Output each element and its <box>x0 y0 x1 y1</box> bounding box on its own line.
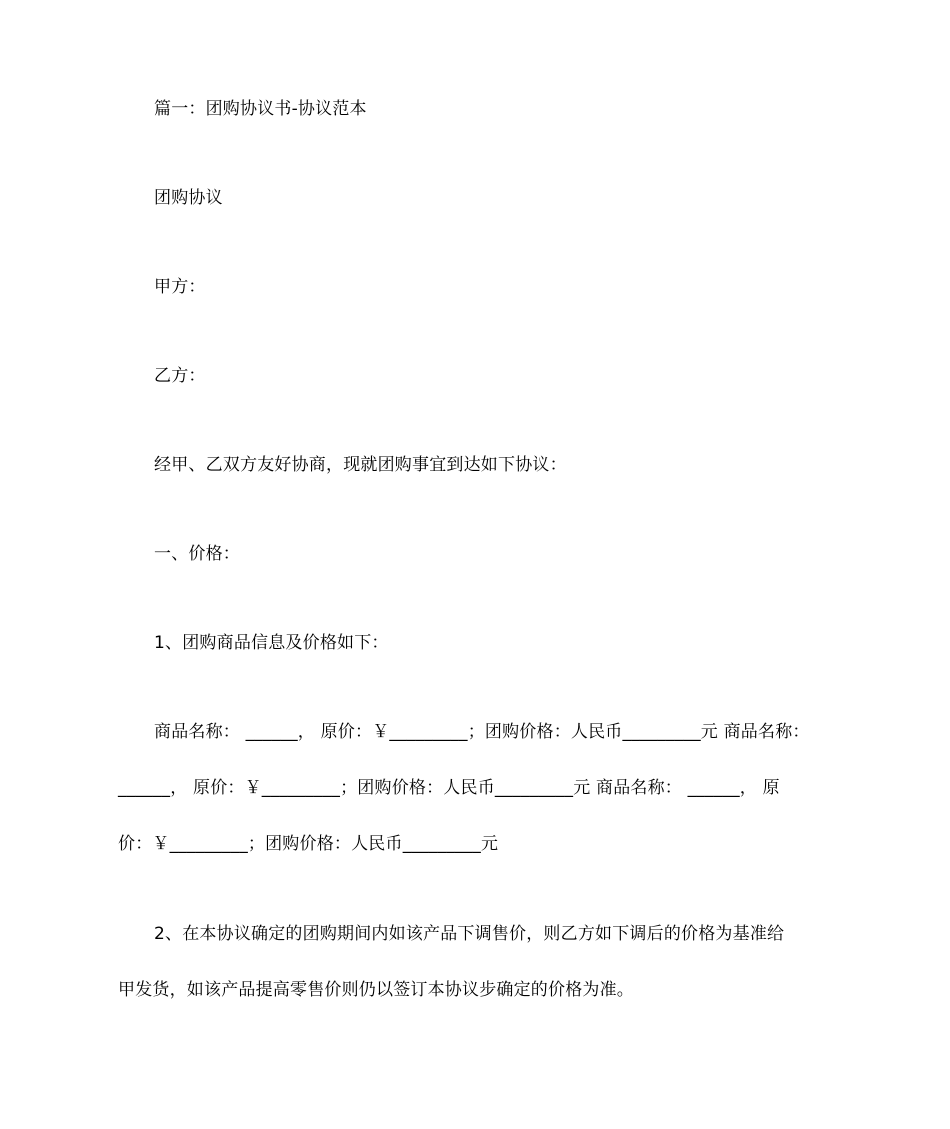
section-price-heading: 一、价格： <box>154 544 240 564</box>
product-line-2: ______， 原价：￥_________；团购价格：人民币_________元 商品名称： ______， 原 <box>118 778 780 798</box>
party-a-label: 甲方： <box>154 277 206 297</box>
clause-2-line-1: 2、在本协议确定的团购期间内如该产品下调售价，则乙方如下调后的价格为基准给 <box>154 924 785 944</box>
clause-1-heading: 1、团购商品信息及价格如下： <box>154 633 389 653</box>
document-heading: 篇一：团购协议书-协议范本 <box>154 99 367 119</box>
preamble-paragraph: 经甲、乙双方友好协商，现就团购事宜到达如下协议： <box>154 455 567 475</box>
agreement-title: 团购协议 <box>154 188 223 208</box>
party-b-label: 乙方： <box>154 366 206 386</box>
product-line-1: 商品名称： ______， 原价：￥_________；团购价格：人民币_________元 商品名称： <box>154 722 810 742</box>
product-line-3: 价：￥_________；团购价格：人民币_________元 <box>118 834 499 854</box>
clause-2-line-2: 甲发货，如该产品提高零售价则仍以签订本协议步确定的价格为准。 <box>118 980 634 1000</box>
